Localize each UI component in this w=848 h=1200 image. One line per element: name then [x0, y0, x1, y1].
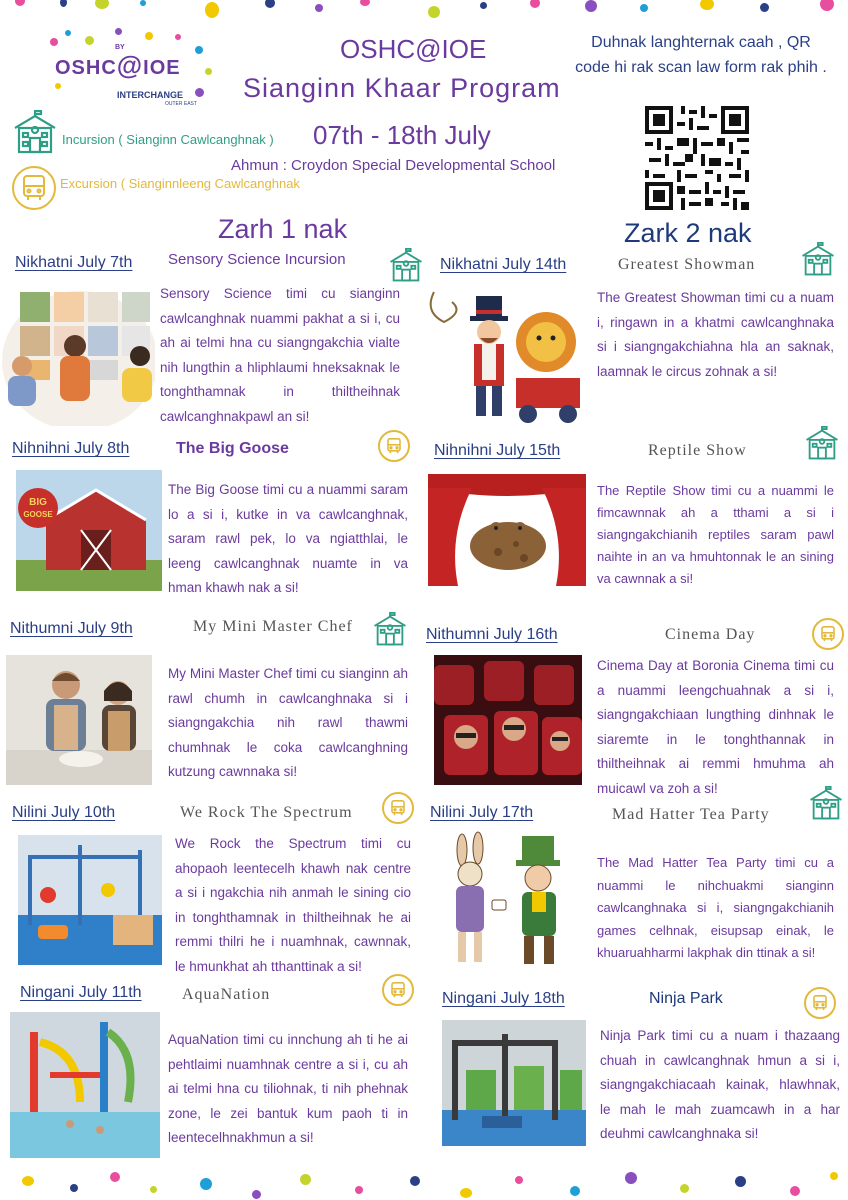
- logo: [45, 28, 215, 108]
- school-icon: [800, 242, 836, 281]
- legend-excursion: Excursion ( Sianginnleeng Cawlcanghnak: [60, 176, 300, 191]
- day-label: Ningani July 18th: [442, 990, 565, 1007]
- sensory-science-image: [0, 276, 155, 426]
- bus-icon: [12, 166, 56, 210]
- activity-title: AquaNation: [182, 986, 271, 1003]
- activity-title: The Big Goose: [176, 440, 289, 457]
- bus-icon: [382, 974, 414, 1006]
- activity-title: Mad Hatter Tea Party: [612, 806, 770, 823]
- day-label: Nilini July 10th: [12, 804, 116, 821]
- big-goose-image: [16, 470, 162, 591]
- activity-title: Sensory Science Incursion: [168, 251, 346, 268]
- activity-description: The Big Goose timi cu a nuammi saram lo a si i, kutke in va cawlcanghnak, saram rawl pek, lo va ngiatthlai, le leeng cawlcanghnak nuamte in va hman khawh nak a si!: [168, 482, 408, 595]
- day-label: Nikhatni July 14th: [440, 256, 567, 273]
- day-label: Nikhatni July 7th: [15, 254, 133, 271]
- school-icon: [808, 786, 844, 825]
- day-label: Nithumni July 9th: [10, 620, 133, 637]
- bus-icon: [812, 618, 844, 650]
- activity-description: We Rock the Spectrum timi cu ahopaoh leentecelh khawh nak centre a si i ngakchia nih anmah le sining cio in tonghthamnak in thiltheihnak he ai remmi thilri he i nuamhnak, cawnnak, le hmunkhat ah tthanttinak a si!: [175, 836, 411, 974]
- week1-heading: Zarh 1 nak: [218, 214, 348, 244]
- school-icon: [12, 110, 58, 159]
- school-icon: [372, 612, 408, 651]
- activity-description: My Mini Master Chef timi cu sianginn ah rawl chumh in cawlcanghnaka si i siangngakchia nih rawl thawmi chumhnak le coka cawlcanghning kutzung cawnnaka si!: [168, 666, 408, 779]
- page-title: OSHC@IOE: [340, 34, 487, 64]
- week2-heading: Zark 2 nak: [624, 218, 752, 248]
- activity-title: Reptile Show: [648, 442, 747, 459]
- activity-title: Cinema Day: [665, 626, 756, 643]
- rock-spectrum-image: [18, 835, 162, 965]
- logo-by: BY: [115, 44, 125, 51]
- qr-code[interactable]: [645, 106, 749, 210]
- activity-title: We Rock The Spectrum: [180, 804, 353, 821]
- reptile-show-image: [428, 474, 586, 586]
- activity-description: Ninja Park timi cu a nuam i thazaang chuah in cawlcanghnak hmun a si i, siangngakchiacaah kainak, hlawhnak, le mah le mah zuamcawh in a har deuhmi cawlcanghnaka si!: [600, 1028, 840, 1141]
- bus-icon: [804, 987, 836, 1019]
- master-chef-image: [6, 655, 152, 785]
- school-icon: [804, 426, 840, 465]
- activity-description: Sensory Science timi cu sianginn cawlcanghnak nuammi pakhat a si i, cu ah ai telmi hna cu siangngakchia vialte nih lungthin a hliphlaumi hneksaknak le tonghthamnak in thiltheihnak cawlcanghnakpawl an si!: [160, 286, 400, 424]
- logo-text-oshc: OSHC: [55, 57, 117, 79]
- greatest-showman-image: [424, 282, 586, 428]
- bus-icon: [378, 430, 410, 462]
- day-label: Nilini July 17th: [430, 804, 534, 821]
- activity-description: The Mad Hatter Tea Party timi cu a nuammi le nihchuakmi sianginn cawlcanghnaka si i, siangngakchianih games celhnak, eisupsap einak, le khuaruahharmi lakphak din ttinak a si!: [597, 855, 834, 960]
- venue: Ahmun : Croydon Special Developmental School: [231, 157, 556, 174]
- day-label: Nithumni July 16th: [426, 626, 558, 643]
- activity-description: The Greatest Showman timi cu a nuam i, ringawn in a khatmi cawlcanghnaka si i siangngakchiahna hla an saknak, laamnak le circus zohnak a si!: [597, 290, 834, 379]
- activity-description: Cinema Day at Boronia Cinema timi cu a nuammi leengchuahnak a si i, siangngakchiaan lungthing dinhnak le siaremte in le tonghthannak in thiltheihnak ai remmi hmuhma ah muicawl va zoh a si!: [597, 658, 834, 796]
- qr-note: Duhnak langhternak caah , QR code hi rak scan law form rak phih .: [575, 34, 827, 76]
- logo-at: @: [116, 50, 144, 80]
- svg-text:BIG: BIG: [29, 497, 47, 508]
- day-label: Nihnihni July 15th: [434, 442, 561, 459]
- ninja-park-image: [442, 1020, 586, 1146]
- day-label: Nihnihni July 8th: [12, 440, 130, 457]
- activity-description: AquaNation timi cu innchung ah ti he ai pehtlaimi nuamhnak centre a si i, cu ah ai telmi hna cu tiliohnak, ti nih phehnak zone, le zei bantuk kum paoh ti in leentecelhnakhmun a si!: [168, 1032, 408, 1145]
- logo-brand: INTERCHANGE: [117, 90, 184, 100]
- bus-icon: [382, 792, 414, 824]
- page-subtitle: Sianginn Khaar Program: [243, 73, 561, 103]
- activity-title: My Mini Master Chef: [193, 618, 353, 635]
- logo-sub: OUTER EAST: [165, 101, 197, 107]
- cinema-day-image: [434, 655, 582, 785]
- day-label: Ningani July 11th: [20, 984, 142, 1001]
- aquanation-image: [10, 1012, 160, 1158]
- logo-text-ioe: IOE: [143, 57, 181, 79]
- mad-hatter-image: [432, 830, 586, 968]
- legend-incursion: Incursion ( Sianginn Cawlcanghnak ): [62, 132, 274, 147]
- activity-title: Ninja Park: [649, 990, 723, 1007]
- svg-text:GOOSE: GOOSE: [23, 510, 53, 519]
- program-dates: 07th - 18th July: [313, 120, 491, 150]
- activity-title: Greatest Showman: [618, 256, 756, 273]
- activity-description: The Reptile Show timi cu a nuammi le fimcawnnak ah a tthami a si i siangngakchianih reptiles saram pawl naihte in an va hmuhtonnak le an sining va cawnnak a si!: [597, 483, 834, 586]
